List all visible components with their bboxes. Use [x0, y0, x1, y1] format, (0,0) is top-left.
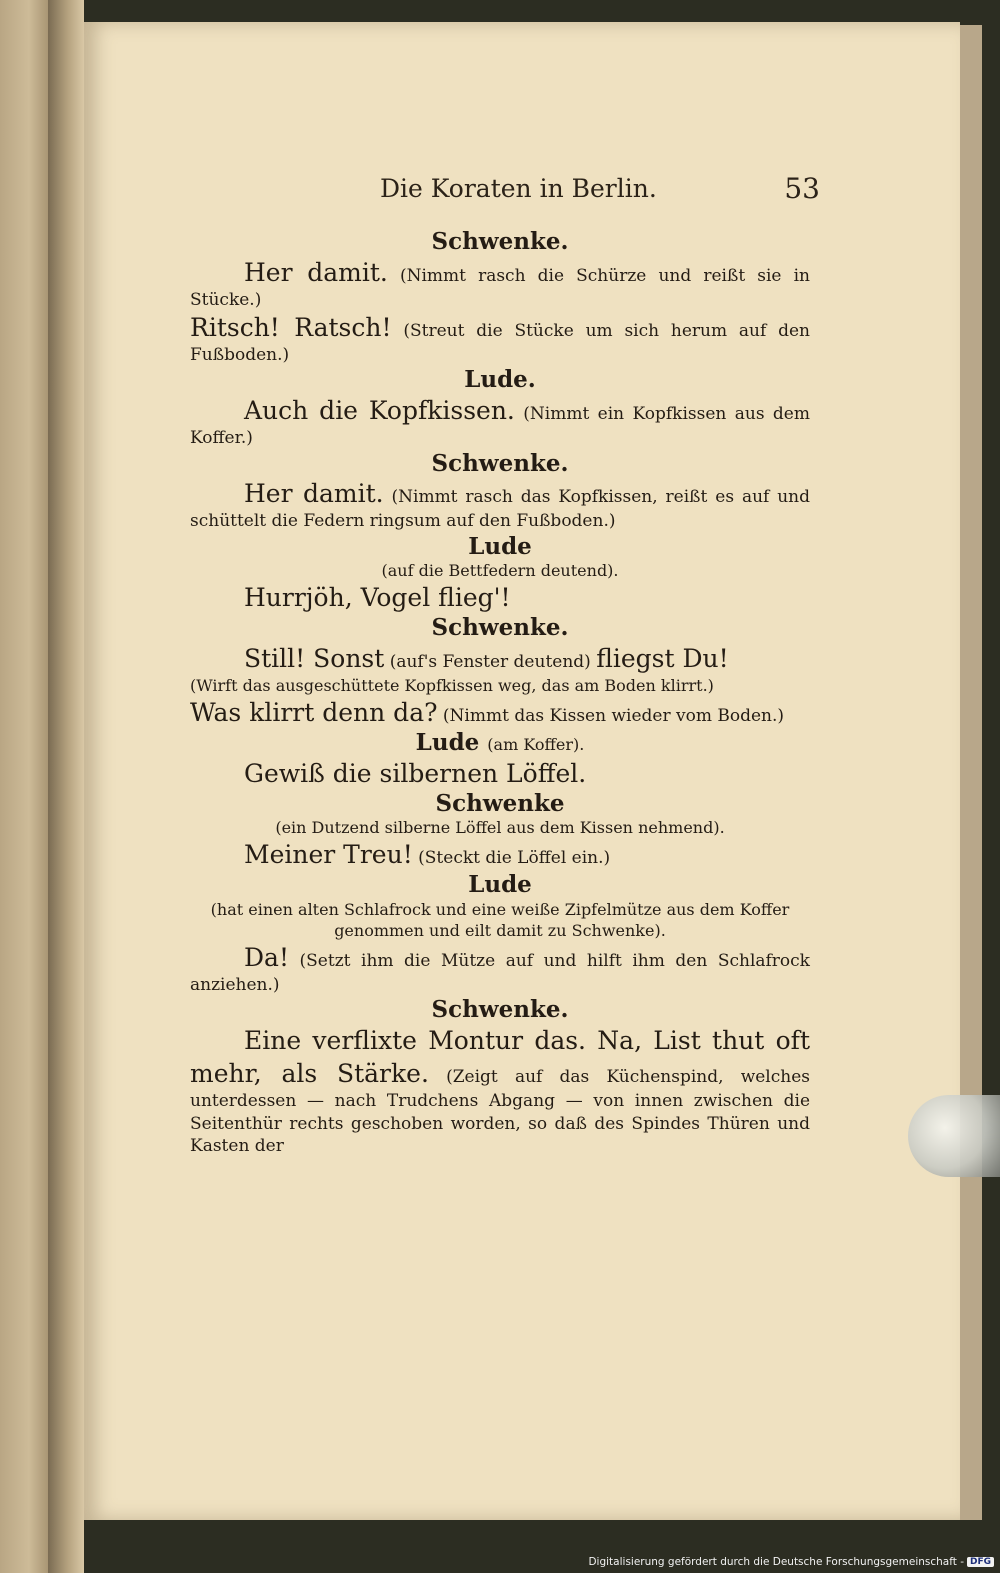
speaker-heading: Lude (am Koffer).	[415, 728, 585, 756]
speaker-heading: Schwenke.	[431, 228, 569, 255]
speaker-heading: Lude	[468, 871, 532, 899]
running-title: Die Koraten in Berlin.	[380, 174, 657, 203]
speaker-heading: Schwenke.	[431, 996, 569, 1024]
page-header	[290, 170, 820, 210]
text-line: Her damit. (Nimmt rasch das Kopfkissen, reißt es auf und schüttelt die Federn ringsum auf den Fußboden.)	[190, 479, 810, 532]
footer-credit	[588, 1553, 994, 1571]
text-line: Hurrjöh, Vogel flieg'!	[244, 583, 511, 613]
text-line: Eine verflixte Montur das. Na, List thut oft mehr, als Stärke. (Zeigt auf das Küchenspind, welches unterdessen — nach Trudchens Abgang — von innen zwischen die Seitenthür rechts geschoben worden, so daß des Spindes Thüren und Kasten der	[190, 1026, 810, 1156]
page-stack-edge	[958, 25, 982, 1520]
stage-direction: (hat einen alten Schlafrock und eine weiße Zipfelmütze aus dem Koffer genommen und eilt damit zu Schwenke).	[210, 899, 790, 940]
stage-direction: (ein Dutzend silberne Löffel aus dem Kissen nehmend).	[275, 818, 725, 838]
dfg-logo-icon: DFG	[967, 1557, 994, 1567]
text-line: Da! (Setzt ihm die Mütze auf und hilft ihm den Schlafrock anziehen.)	[190, 943, 810, 996]
text-line: Gewiß die silbernen Löffel.	[244, 758, 587, 788]
text-line: Ritsch! Ratsch! (Streut die Stücke um sich herum auf den Fußboden.)	[190, 313, 811, 366]
speaker-heading: Lude.	[464, 366, 536, 394]
book-gutter	[48, 0, 84, 1573]
text-line: Still! Sonst (auf's Fenster deutend) fliegst Du!	[244, 643, 729, 673]
text-line: Her damit. (Nimmt rasch die Schürze und reißt sie in Stücke.)	[190, 257, 810, 310]
page-number: 53	[784, 172, 820, 205]
text-line: Meiner Treu! (Steckt die Löffel ein.)	[244, 840, 611, 870]
stage-direction: (auf die Bettfedern deutend).	[381, 561, 619, 581]
text-line: Auch die Kopfkissen. (Nimmt ein Kopfkissen aus dem Koffer.)	[190, 396, 810, 449]
text-line: Was klirrt denn da? (Nimmt das Kissen wieder vom Boden.)	[190, 697, 785, 727]
speaker-heading: Lude	[468, 532, 532, 560]
speaker-heading: Schwenke.	[431, 449, 569, 477]
page-clip-overlay	[908, 1095, 1000, 1177]
previous-page-edge	[0, 0, 48, 1573]
speaker-heading: Schwenke.	[431, 614, 569, 642]
speaker-heading: Schwenke	[435, 789, 565, 817]
footer-text: Digitalisierung gefördert durch die Deutsche Forschungsgemeinschaft -	[588, 1556, 964, 1568]
stage-direction: (Wirft das ausgeschüttete Kopfkissen weg, das am Boden klirrt.)	[190, 675, 714, 695]
page-text	[190, 228, 810, 1157]
